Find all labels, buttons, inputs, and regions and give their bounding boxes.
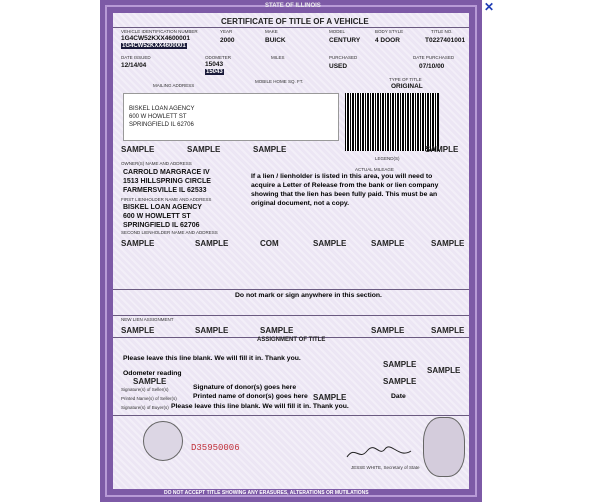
state-title: STATE OF ILLINOIS [265, 3, 321, 9]
owner-street: 1513 HILLSPRING CIRCLE [123, 178, 211, 185]
title-document [100, 0, 482, 502]
footer-warning: DO NOT ACCEPT TITLE SHOWING ANY ERASURES, ALTERATIONS OR MUTILATIONS [164, 490, 369, 496]
year-label: YEAR [220, 29, 233, 34]
sample-mark: SAMPLE [195, 326, 229, 335]
model-label: MODEL [329, 29, 346, 34]
odometer-note: Odometer reading [123, 370, 182, 377]
type-of-title-value: ORIGINAL [391, 83, 423, 90]
sample-mark: SAMPLE [121, 326, 155, 335]
sample-mark: SAMPLE [425, 145, 459, 154]
sample-mark: SAMPLE [383, 377, 417, 386]
new-lien-label: NEW LIEN ASSIGNMENT [121, 317, 174, 322]
owner-city: FARMERSVILLE IL 62533 [123, 187, 207, 194]
mail-street: 600 W HOWLETT ST [129, 114, 187, 120]
miles-label: MILES [271, 55, 285, 60]
year-value: 2000 [220, 37, 235, 44]
lien-note-line: acquire a Letter of Release from the bank or lien company [251, 182, 439, 189]
purchased-label: PURCHASED [329, 55, 358, 60]
odometer-value: 15043 [205, 61, 224, 68]
odometer-value-printed: 15043 [206, 69, 223, 75]
blank-line-note: Please leave this line blank. We will fill it in. Thank you. [123, 355, 301, 362]
sample-mark: SAMPLE [187, 145, 221, 154]
lien-note-line: original document, not a copy. [251, 200, 350, 207]
date-issued-label: DATE ISSUED [121, 55, 151, 60]
serial-number: D35950006 [191, 443, 240, 453]
donor-print-note: Printed name of donor(s) goes here [193, 393, 308, 400]
sample-mark: SAMPLE [371, 239, 405, 248]
date-purchased-label: DATE PURCHASED [413, 55, 455, 60]
vin-label: VEHICLE IDENTIFICATION NUMBER [121, 29, 198, 34]
sample-mark: COM [260, 239, 279, 248]
purchased-value: USED [329, 63, 348, 70]
date-note: Date [391, 393, 406, 400]
lien-city: SPRINGFIELD IL 62706 [123, 222, 200, 229]
vin-value: 1G4CW52KXX4600001 [121, 35, 191, 42]
do-not-mark-note: Do not mark or sign anywhere in this section. [235, 292, 382, 299]
sample-mark: SAMPLE [427, 366, 461, 375]
sample-mark: SAMPLE [121, 145, 155, 154]
sample-mark: SAMPLE [431, 239, 465, 248]
barcode-icon [345, 93, 439, 151]
body-style-label: BODY STYLE [375, 29, 404, 34]
close-icon[interactable]: ✕ [484, 0, 495, 14]
odometer-label: ODOMETER [205, 55, 232, 60]
mail-name: BISKEL LOAN AGENCY [129, 106, 195, 112]
type-of-title-label: TYPE OF TITLE [389, 77, 422, 82]
portrait-seal-icon [423, 417, 465, 477]
lien-note-line: showing that the lien has been fully paid. This must be an [251, 191, 438, 198]
title-no-label: TITLE NO. [431, 29, 453, 34]
first-lien-label: FIRST LIENHOLDER NAME AND ADDRESS [121, 197, 212, 202]
sample-mark: SAMPLE [431, 326, 465, 335]
body-style-value: 4 DOOR [375, 37, 400, 44]
sample-mark: SAMPLE [260, 326, 294, 335]
secretary-label: JESSE WHITE, Secretary of State [351, 465, 420, 470]
make-label: MAKE [265, 29, 278, 34]
vin-value-printed: 1G4CW52KXX4600001 [122, 43, 186, 49]
owner-name: CARROLD MARGRACE IV [123, 169, 210, 176]
lien-street: 600 W HOWLETT ST [123, 213, 191, 220]
mailing-address-label: MAILING ADDRESS [153, 83, 195, 88]
state-seal-icon [143, 421, 183, 461]
sample-mark: SAMPLE [253, 145, 287, 154]
sample-mark: SAMPLE [371, 326, 405, 335]
sample-mark: SAMPLE [195, 239, 229, 248]
lien-name: BISKEL LOAN AGENCY [123, 204, 202, 211]
owners-label: OWNER(S) NAME AND ADDRESS [121, 161, 192, 166]
sample-mark: SAMPLE [121, 239, 155, 248]
mail-city: SPRINGFIELD IL 62706 [129, 122, 194, 128]
legend-label: LEGEND(S) [375, 156, 400, 161]
sample-mark: SAMPLE [313, 239, 347, 248]
sample-mark: SAMPLE [313, 393, 347, 402]
document-body [113, 3, 469, 489]
actual-mileage-label: ACTUAL MILEAGE [355, 167, 394, 172]
sample-mark: SAMPLE [383, 360, 417, 369]
title-no-value: T0227401001 [425, 37, 466, 44]
seller-print-label: Printed Name(s) of Seller(s) [121, 396, 177, 401]
sample-mark: SAMPLE [133, 377, 167, 386]
secretary-signature-icon [345, 443, 415, 463]
blank-line-note: Please leave this line blank. We will fill it in. Thank you. [171, 403, 349, 410]
assignment-title: ASSIGNMENT OF TITLE [257, 337, 326, 343]
document-title: CERTIFICATE OF TITLE OF A VEHICLE [221, 17, 369, 26]
buyer-signature-label: Signature(s) of Buyer(s) [121, 405, 169, 410]
seller-signature-label: Signature(s) of Seller(s) [121, 387, 169, 392]
divider [113, 27, 469, 28]
donor-signature-note: Signature of donor(s) goes here [193, 384, 297, 391]
mobile-home-label: MOBILE HOME SQ. FT. [255, 79, 304, 84]
lien-note-line: If a lien / lienholder is listed in this area, you will need to [251, 173, 433, 180]
date-purchased-value: 07/10/00 [419, 63, 445, 70]
divider [113, 289, 469, 290]
divider [113, 315, 469, 316]
make-value: BUICK [265, 37, 286, 44]
model-value: CENTURY [329, 37, 361, 44]
second-lien-label: SECOND LIENHOLDER NAME AND ADDRESS [121, 230, 218, 235]
divider [113, 415, 469, 416]
date-issued-value: 12/14/04 [121, 62, 147, 69]
